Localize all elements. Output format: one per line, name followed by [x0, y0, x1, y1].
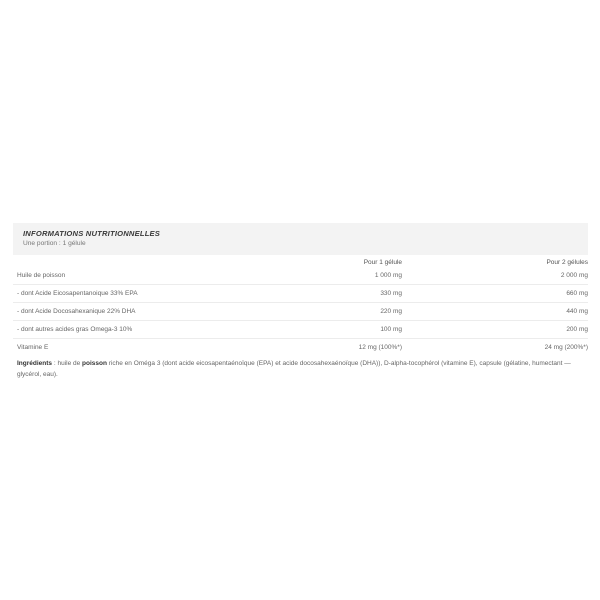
value-1-capsule: 1 000 mg [237, 267, 402, 285]
ingredients-text [13, 358, 577, 380]
column-header-2-capsules: Pour 2 gélules [546, 259, 588, 266]
nutrient-name: Vitamine E [17, 343, 49, 351]
serving-size: Une portion : 1 gélule [23, 240, 86, 247]
value-1-capsule: 100 mg [237, 321, 402, 339]
ingredients-highlight: poisson [82, 360, 107, 367]
table-row [13, 339, 588, 357]
value-1-capsule: 220 mg [237, 303, 402, 321]
value-1-capsule: 12 mg (100%*) [358, 343, 402, 351]
column-header-name [13, 255, 237, 267]
table-row [13, 285, 588, 303]
value-1-capsule: 330 mg [237, 285, 402, 303]
nutrient-name: - dont Acide Eicosapentanoique 33% EPA [13, 285, 237, 303]
ingredients-part-2: riche en Oméga 3 (dont acide eicosapentaénoïque (EPA) et acide docosahexaénoïque (DHA)), D-alpha-tocophérol (vitamine E), capsule (gélatine, humectant — glycérol, eau). [17, 360, 571, 378]
table-row [13, 267, 588, 285]
nutrient-name: Huile de poisson [13, 267, 237, 285]
value-2-capsules: 2 000 mg [402, 267, 588, 285]
table-header-row [13, 255, 588, 267]
nutrient-name: - dont autres acides gras Omega-3 10% [13, 321, 237, 339]
nutrition-title: INFORMATIONS NUTRITIONNELLES [23, 229, 161, 238]
value-2-capsules: 440 mg [402, 303, 588, 321]
nutrition-table [13, 255, 588, 356]
value-2-capsules: 660 mg [402, 285, 588, 303]
value-2-capsules: 24 mg (200%*) [544, 343, 588, 351]
value-2-capsules: 200 mg [402, 321, 588, 339]
table-row [13, 303, 588, 321]
nutrition-panel [13, 223, 588, 380]
ingredients-label: Ingrédients [17, 360, 53, 367]
column-header-1-capsule: Pour 1 gélule [363, 259, 402, 266]
nutrition-header [13, 223, 588, 255]
nutrient-name: - dont Acide Docosahexanique 22% DHA [13, 303, 237, 321]
ingredients-part-1: : huile de [52, 360, 83, 367]
table-row [13, 321, 588, 339]
